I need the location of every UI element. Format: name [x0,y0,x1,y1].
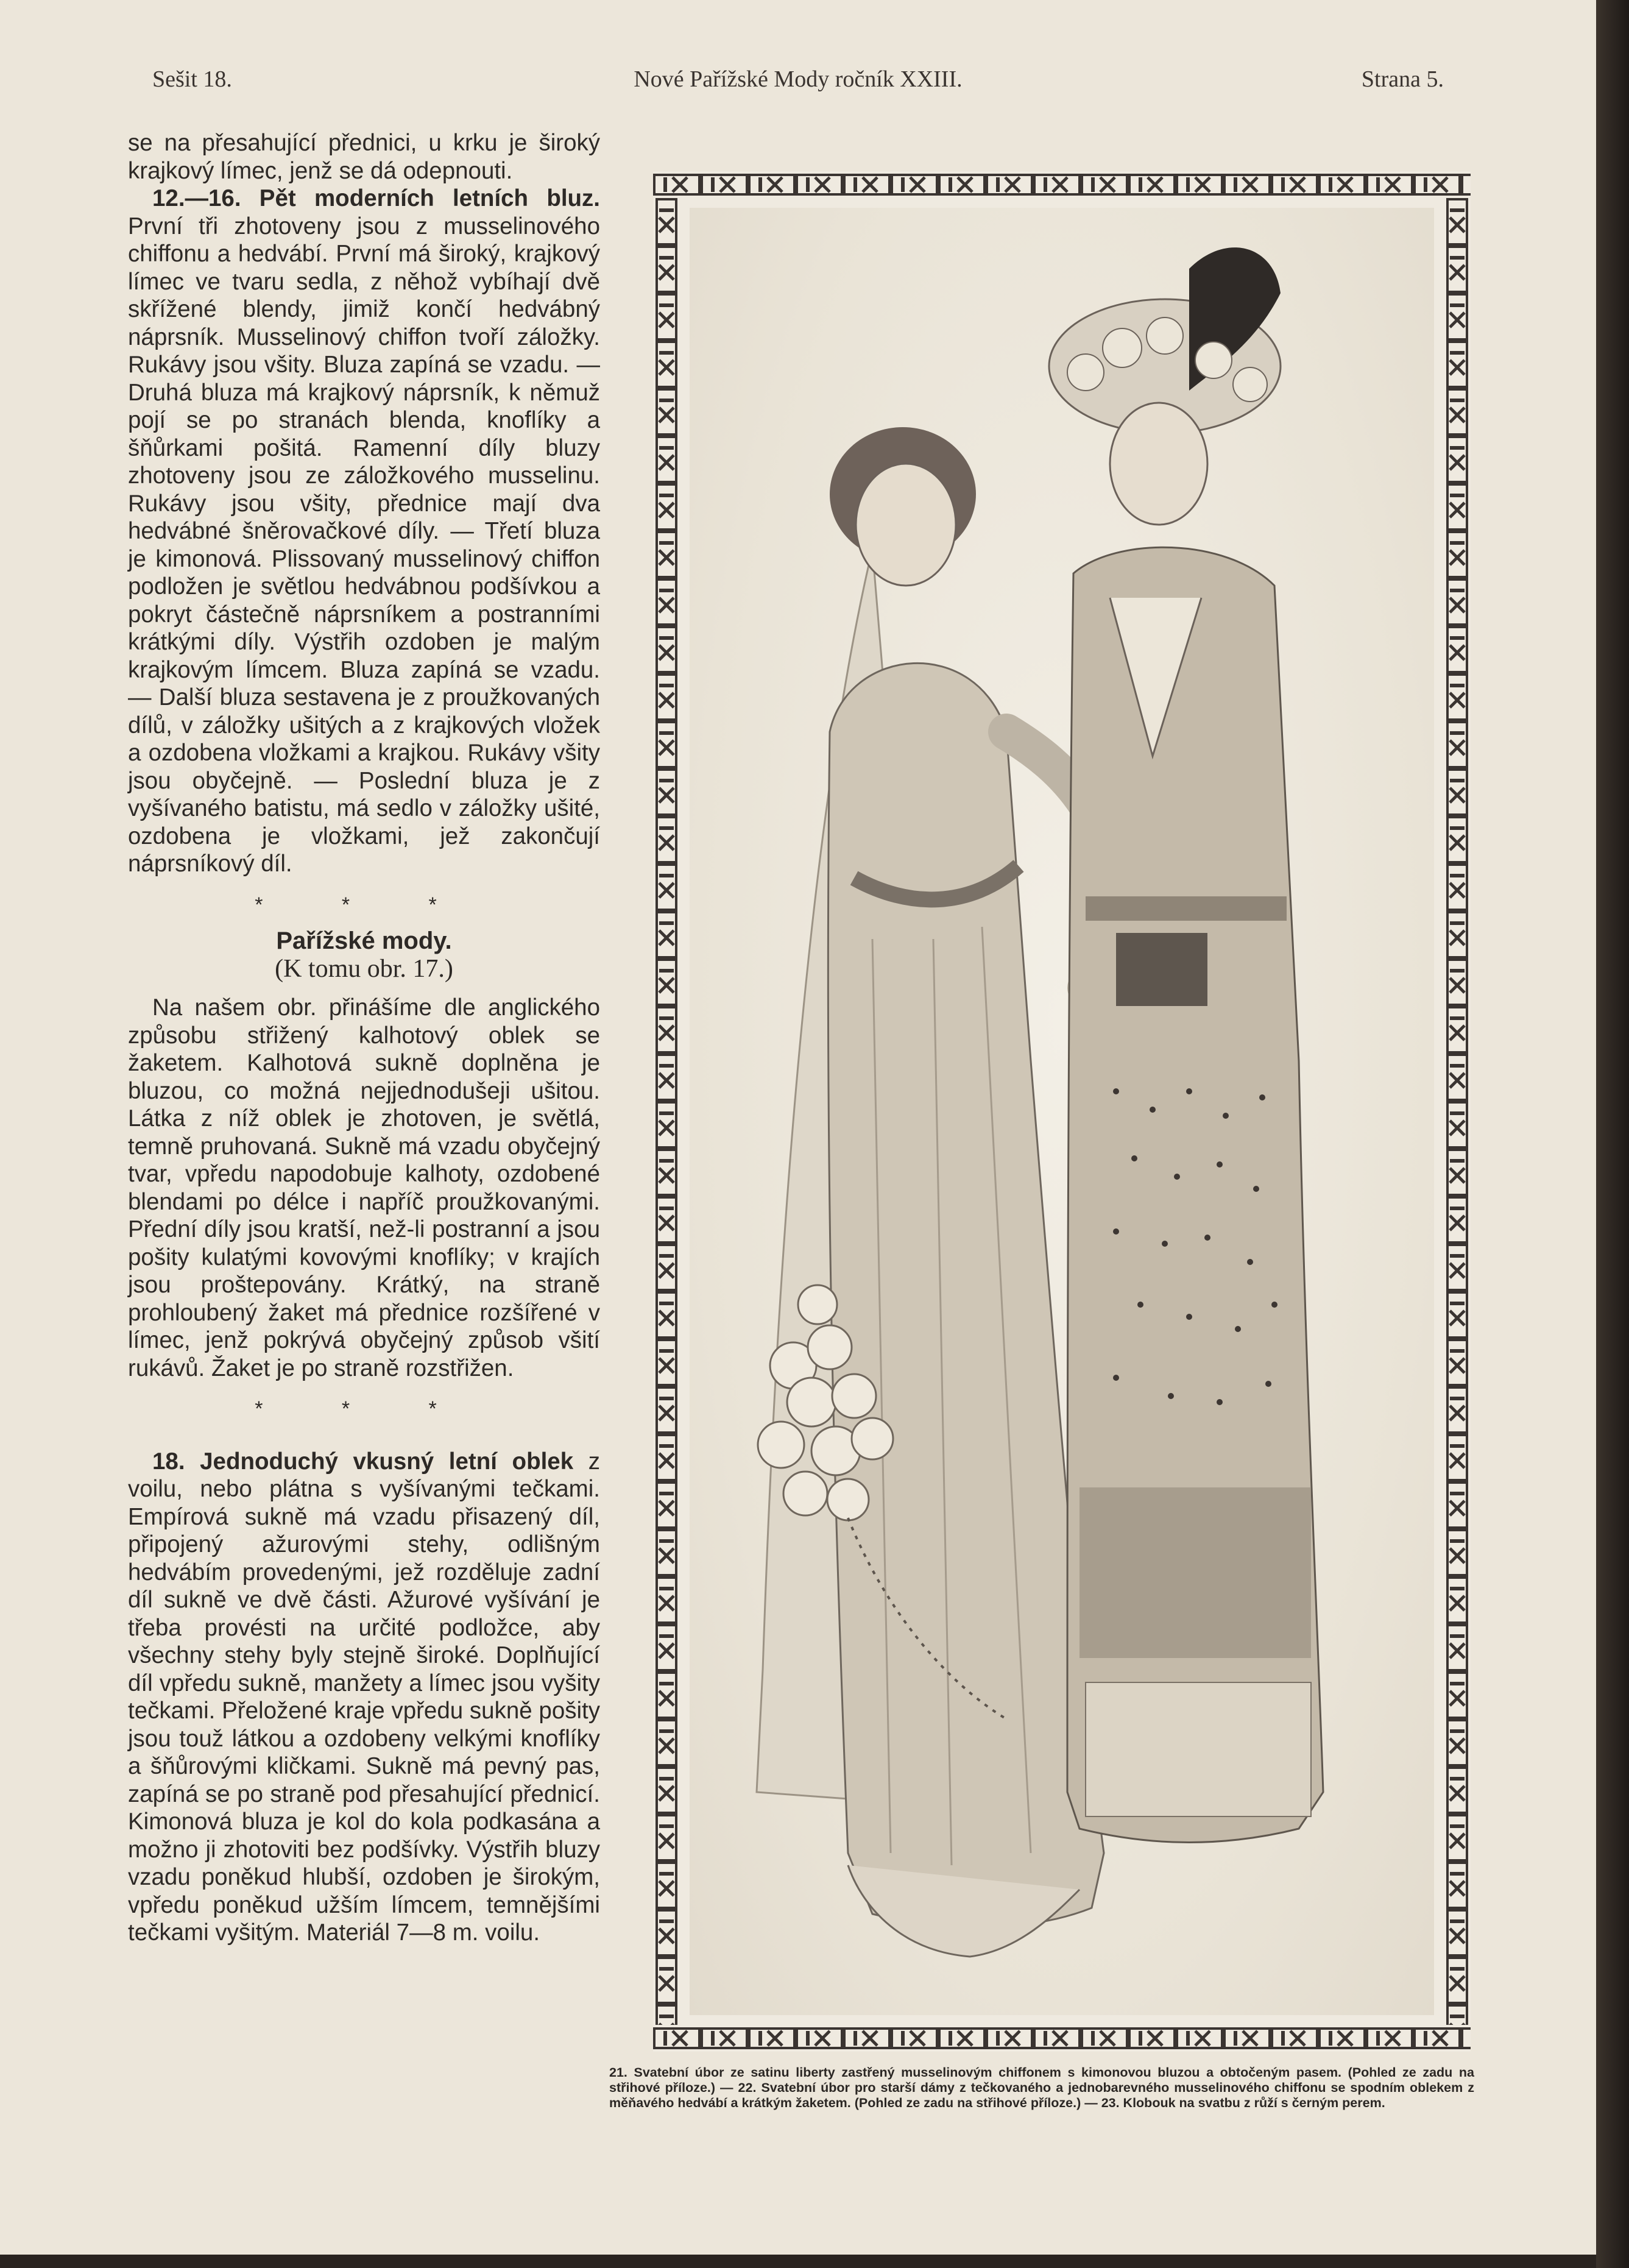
ornamental-border-bottom [653,2025,1471,2052]
page-number: Strana 5. [1361,66,1444,92]
figure-caption: 21. Svatební úbor ze satinu liberty zastřený musselinovým chiffonem s kimonovou bluzou a obtočeným pasem. (Pohled ze zadu na střihové příloze.) — 22. Svatební úbor pro starší dámy z tečkovaného a jednobarevného musselinového chiffonu se spodním oblekem z měňavého hedvábí a krátkým žaketem. (Pohled ze zadu na střihové příloze.) — 23. Klobouk na svatbu z růží s černým perem. [609,2064,1474,2110]
text-column [128,129,600,1947]
section-subtitle-parisian: (K tomu obr. 17.) [275,954,453,983]
two-women-fashion-illustration [690,208,1434,2015]
section-title-parisian: Pařížské mody. [276,927,452,954]
paragraph-blouses [128,185,600,878]
paragraph-continuation: se na přesahující přednici, u krku je široký krajkový límec, jenž se dá odepnouti. [128,130,600,184]
binding-edge [1596,0,1629,2268]
section-body-parisian: Na našem obr. přinášíme dle anglického způsobu střižený kalhotový oblek se žaketem. Kalhotová sukně doplněna je bluzou, co možná nejjednodušeji ušitou. Látka z níž oblek je zhotoven, je světlá, temně pruhovaná. Sukně má vzadu obyčejný tvar, vpředu napodobuje kalhoty, ozdobené blendami po délce i napříč proužkovanými. Přední díly jsou kratší, než-li postranní a jsou pošity kulatými kovovými knoflíky; v krajích jsou proštepovány. Krátký, na straně prohloubený žaket má přednice rozšířené v límec, jenž pokrývá obyčejný způsob všití rukávů. Žaket je po straně rozstřižen. [128,994,600,1381]
issue-number: Sešit 18. [152,66,232,92]
spacer [128,1432,600,1448]
section-body-blouses: První tři zhotoveny jsou z musselinového chiffonu a hedvábí. První má široký, krajkový límec ve tvaru sedla, z něhož vybíhají dvě skřížené blendy, jimiž končí hedvábný náprsník. Musselinový chiffon tvoří záložky. Rukávy jsou všity. Bluza zapíná se vzadu. — Druhá bluza má krajkový náprsník, k němuž pojí se po stranách blenda, knoflíky a šňůrkami pošitá. Ramenní díly bluzy zhotoveny jsou ze záložkového musselinu. Rukávy jsou všity, přednice mají dva hedvábné šněrovačkové díly. — Třetí bluza je kimonová. Plissovaný musselinový chiffon podložen je světlou hedvábnou podšívkou a pokryt částečně náprsníkem a postranními krátkými díly. Výstřih ozdoben je malým krajkovým límcem. Bluza zapíná se vzadu. — Další bluza sestavena je z proužkovaných dílů, v záložky ušitých a z krajkových vložek a ozdobena vložkami a krajkou. Rukávy všity jsou obyčejně. — Poslední bluza je z vyšívaného batistu, má sedlo v záložky ušité, ozdobena je vložkami, jež zakončují náprsníkový díl. [128,213,600,877]
ornamental-border-left [653,198,680,2025]
section-heading-summer-suit: 18. Jednoduchý vkusný letní oblek [152,1448,574,1475]
ornamental-border-top [653,171,1471,198]
publication-title: Nové Pařížské Mody ročník XXIII. [634,66,963,92]
ornamental-border-right [1444,198,1471,2025]
fashion-plate [653,171,1471,2052]
section-heading-blouses: 12.—16. Pět moderních letních bluz. [152,185,600,211]
section-divider: * * * [255,1397,473,1420]
section-body-summer-suit: z voilu, nebo plátna s vyšívanými tečkami. Empírová sukně má vzadu přisazený díl, připojený ažurovými stehy, odlišným hedvábím provedenými, jež rozděluje zadní díl sukně ve dvě části. Ažurové vyšívání je třeba provésti na určité podložce, aby všechny stehy byly stejně široké. Doplňující díl vpředu sukně, manžety a límec jsou vyšity tečkami. Přeložené kraje vpředu sukně pošity jsou touž látkou a ozdobeny velkými knoflíky a šňůrovými kličkami. Sukně má pevný pas, zapíná se po straně pod přesahující přednicí. Kimonová bluza je kol do kola podkasána a možno ji zhotoviti bez podšívky. Výstřih bluzy vzadu poněkud hlubší, ozdoben je širokým, vpředu poněkud užším límcem, temnějšími tečkami vyšitým. Materiál 7—8 m. voilu. [128,1448,600,1946]
running-head [152,66,1444,102]
section-divider: * * * [255,893,473,916]
paragraph-summer-suit [128,1448,600,1947]
